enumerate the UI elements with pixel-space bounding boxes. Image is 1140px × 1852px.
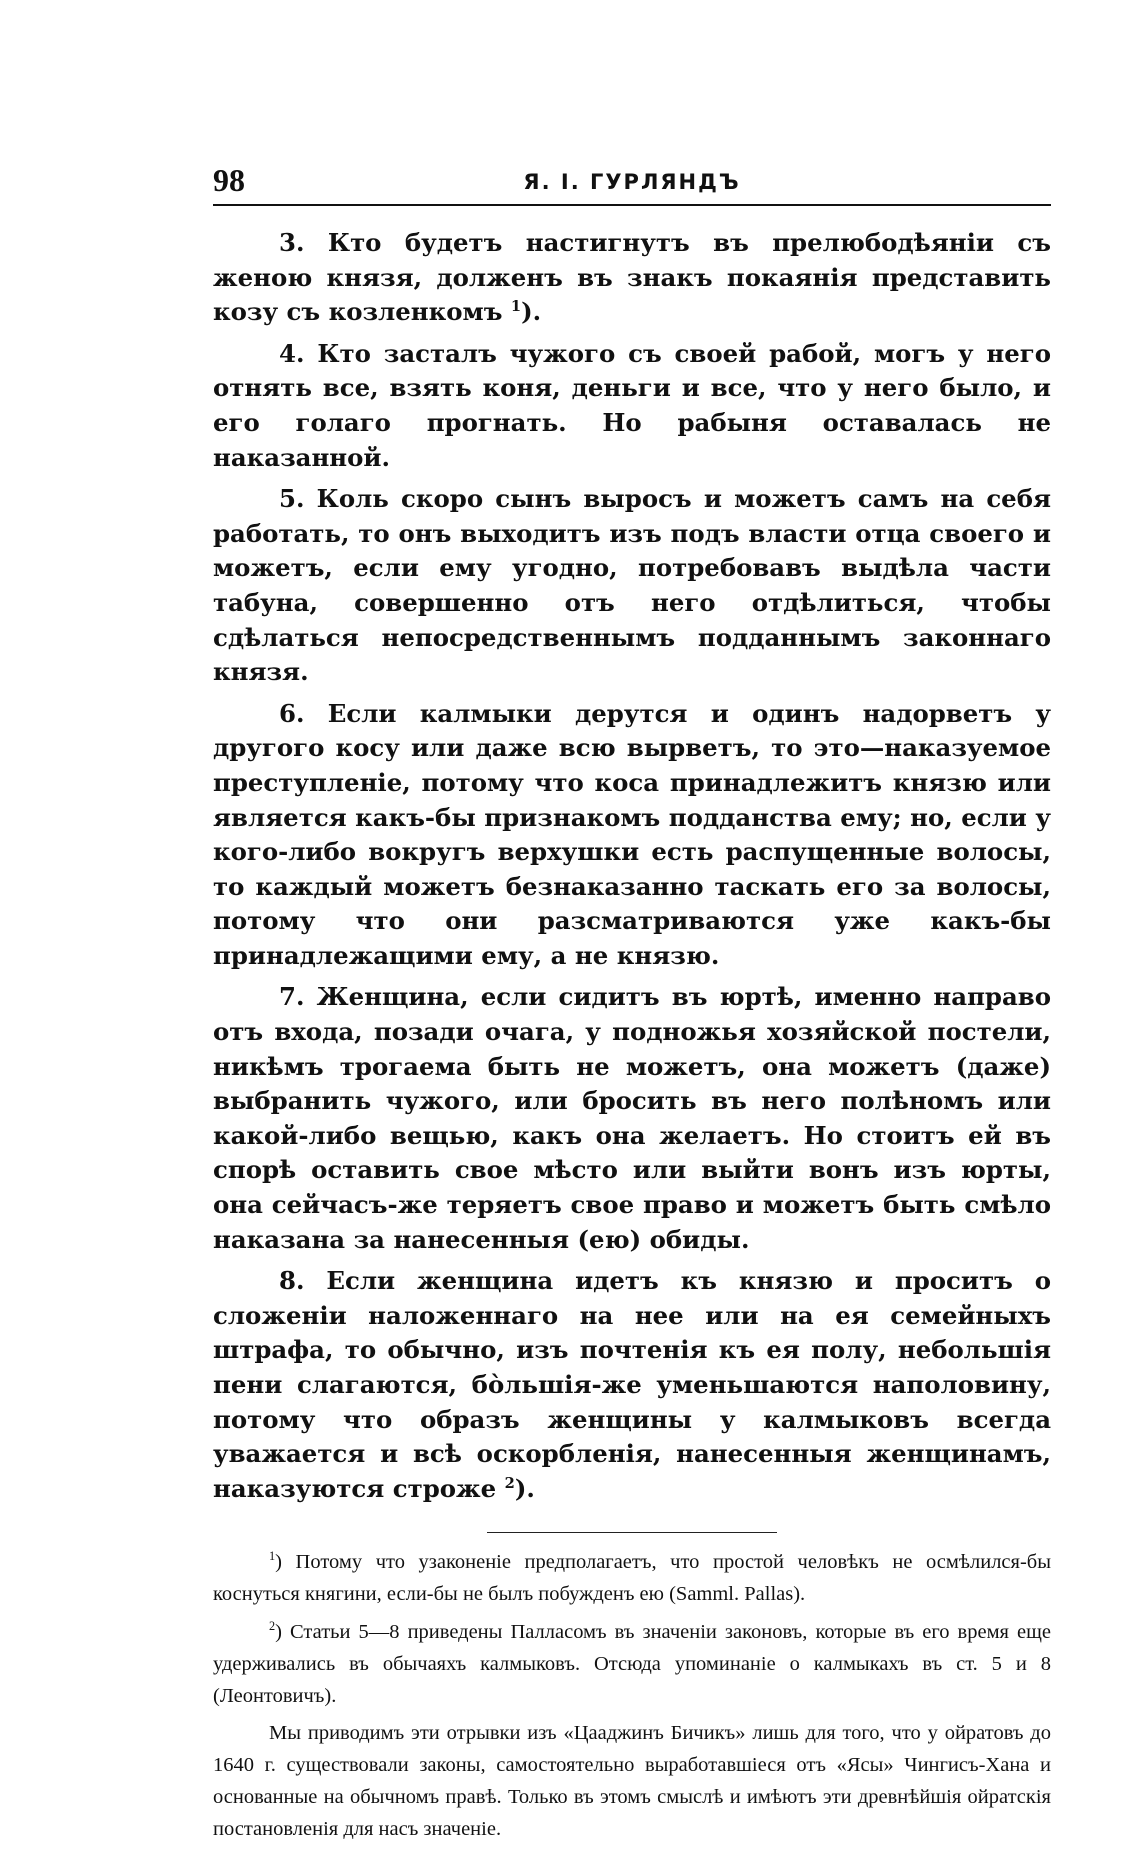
paragraph-tail: ). — [521, 297, 542, 327]
paragraph-text: 6. Если калмыки дерутся и одинъ надорветъ у другого косу или даже всю вырветъ, то это—наказуемое преступленіе, потому что коса принадлежитъ князю или является какъ-бы признакомъ подданства ему; но, если у кого-либо вокругъ верхушки есть распущенные волосы, то каждый можетъ безнаказанно таскать его за волосы, потому что они разсматриваются уже какъ-бы принадлежащими ему, а не князю. — [213, 698, 1051, 970]
paragraph-5 — [213, 482, 1051, 690]
paragraph-text: 3. Кто будетъ настигнутъ въ прелюбодѣяніи съ женою князя, долженъ въ знакъ покаянія представить козу съ козленкомъ — [213, 228, 1051, 327]
paragraph-text: 8. Если женщина идетъ къ князю и проситъ о сложеніи наложеннаго на нее или на ея семейныхъ штрафа, то обычно, изъ почтенія къ ея полу, небольшія пени слагаются, бо̀льшія-же уменьшаются наполовину, потому что образъ женщины у калмыковъ всегда уважается и всѣ оскорбленія, нанесенныя женщинамъ, наказуются строже — [213, 1266, 1051, 1503]
paragraph-7 — [213, 980, 1051, 1257]
footnote-marker: 2 — [269, 1619, 276, 1634]
footnote-1 — [213, 1547, 1051, 1611]
footnote-text: ) Статьи 5—8 приведены Палласомъ въ значеніи законовъ, которые въ его время еще удерживались въ обычаяхъ калмыковъ. Отсюда упоминаніе о калмыкахъ въ ст. 5 и 8 (Леонтовичъ). — [213, 1620, 1051, 1707]
footnote-text: Мы приводимъ эти отрывки изъ «Цааджинъ Бичикъ» лишь для того, что у ойратовъ до 1640 г. существовали законы, самостоятельно выработавшіеся отъ «Ясы» Чингисъ-Хана и основанные на обычномъ правѣ. Только въ этомъ смыслѣ и имѣютъ эти древнѣйшія ойратскія постановленія для насъ значеніе. — [213, 1722, 1051, 1840]
paragraph-8 — [213, 1264, 1051, 1506]
footnote-separator — [487, 1532, 777, 1533]
footnote-note — [213, 1718, 1051, 1845]
body-text — [213, 226, 1051, 1506]
paragraph-6 — [213, 697, 1051, 974]
footnote-2 — [213, 1617, 1051, 1712]
running-head — [213, 160, 1051, 206]
footnotes — [213, 1547, 1051, 1845]
paragraph-text: 7. Женщина, если сидитъ въ юртѣ, именно направо отъ входа, позади очага, у подножья хозяйской постели, никѣмъ трогаема быть не можетъ, она можетъ (даже) выбранить чужого, или бросить въ него полѣномъ или какой-либо вещью, какъ она желаетъ. Но стоитъ ей въ спорѣ оставить свое мѣсто или выйти вонъ изъ юрты, она сейчасъ-же теряетъ свое право и можетъ быть смѣло наказана за нанесенныя (ею) обиды. — [213, 982, 1051, 1254]
footnote-marker: 1 — [269, 1549, 276, 1564]
footnote-ref: 2 — [504, 1474, 515, 1492]
paragraph-4 — [213, 337, 1051, 475]
footnote-ref: 1 — [510, 298, 522, 316]
page-number: 98 — [213, 162, 245, 198]
paragraph-3 — [213, 226, 1051, 330]
paragraph-text: 4. Кто засталъ чужого съ своей рабой, могъ у него отнять все, взять коня, деньги и все, что у него было, и его голаго прогнать. Но рабыня оставалась не наказанной. — [213, 338, 1051, 472]
running-title: Я. І. ГУРЛЯНДЪ — [523, 170, 741, 194]
paragraph-tail: ). — [514, 1473, 535, 1503]
book-page — [213, 160, 1051, 1852]
footnote-text: ) Потому что узаконеніе предполагаетъ, что простой человѣкъ не осмѣлился-бы коснуться княгини, если-бы не былъ побужденъ ею (Samml. Pallas). — [213, 1551, 1051, 1606]
paragraph-text: 5. Коль скоро сынъ выросъ и можетъ самъ на себя работать, то онъ выходитъ изъ подъ власти отца своего и можетъ, если ему угодно, потребовавъ выдѣла части табуна, совершенно отъ него отдѣлиться, чтобы сдѣлаться непосредственнымъ подданнымъ законнаго князя. — [213, 484, 1051, 687]
